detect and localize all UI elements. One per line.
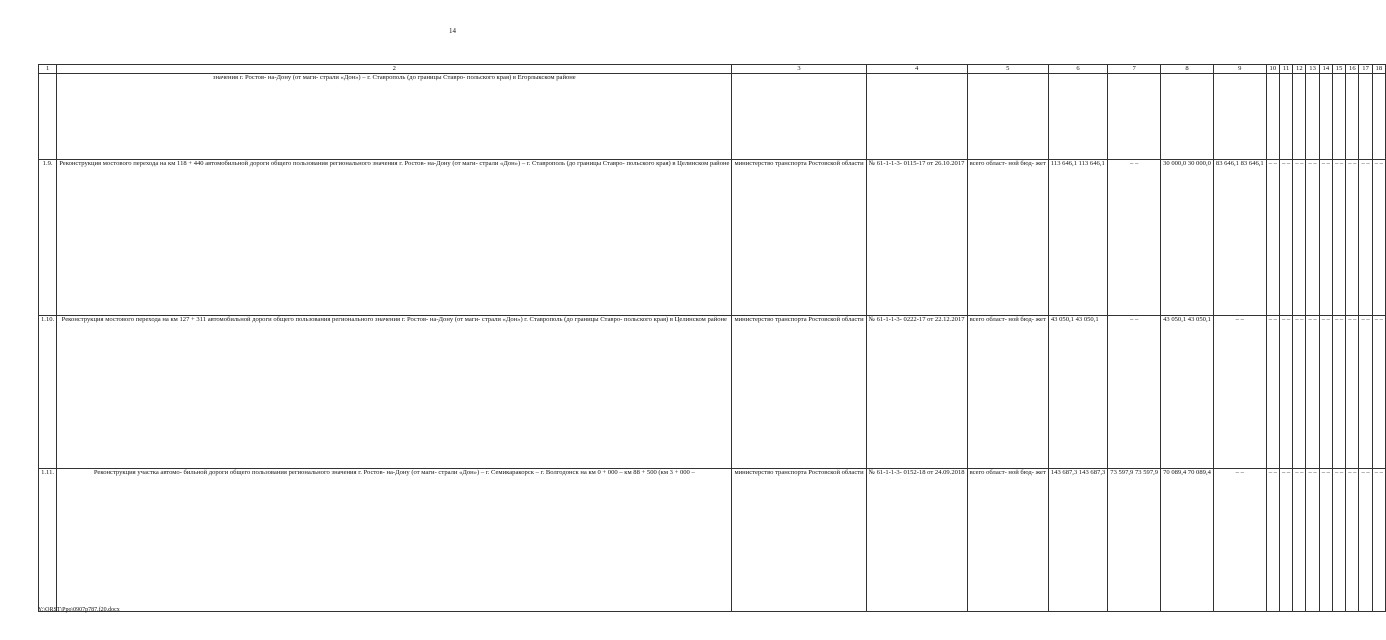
amount-col9-cell: – – — [1213, 469, 1266, 612]
funding-source-cell: всего област- ной бюд- жет — [967, 316, 1048, 469]
column-header: 3 — [732, 65, 866, 74]
amount-col13-cell: – – — [1306, 160, 1319, 316]
amount-col10-cell: – – — [1266, 160, 1279, 316]
amount-col16-cell: – – — [1346, 316, 1359, 469]
column-header: 2 — [57, 65, 732, 74]
column-header: 8 — [1161, 65, 1214, 74]
amount-col17-cell: – – — [1359, 469, 1372, 612]
amount-col18-cell: – – — [1372, 469, 1385, 612]
amount-col11-cell: – – — [1279, 316, 1292, 469]
row-number-cell: 1.11. — [39, 469, 57, 612]
amount-col6-cell: 43 050,1 43 050,1 — [1048, 316, 1107, 469]
amount-col14-cell: – – — [1319, 316, 1332, 469]
column-header: 15 — [1332, 65, 1345, 74]
funding-source-cell: всего област- ной бюд- жет — [967, 469, 1048, 612]
column-header: 18 — [1372, 65, 1385, 74]
project-name-cell: Реконструкция участка автомо- бильной дороги общего пользования регионального значения г. Ростов- на-Дону (от маги- страли «Дон») – г. Семикаракорск – г. Волгодонск на км 0 + 000 – км 88 + 500 (км 3 + 000 – — [57, 469, 732, 612]
amount-col9-cell: – – — [1213, 316, 1266, 469]
document-cell: № 61-1-1-3- 0115-17 от 26.10.2017 — [866, 160, 967, 316]
project-name-cell: значения г. Ростов- на-Дону (от маги- страли «Дон») – г. Ставрополь (до границы Ставро- польского края) в Егорлыкском районе — [57, 74, 732, 160]
amount-col14-cell: – – — [1319, 160, 1332, 316]
amount-col7-cell: 73 597,9 73 597,9 — [1108, 469, 1161, 612]
amount-col18-cell: – – — [1372, 316, 1385, 469]
amount-col10-cell: – – — [1266, 316, 1279, 469]
amount-col8-cell: 70 089,4 70 089,4 — [1161, 469, 1214, 612]
column-header: 11 — [1279, 65, 1292, 74]
amount-col17-cell: – – — [1359, 316, 1372, 469]
amount-col15-cell: – – — [1332, 469, 1345, 612]
table-row — [39, 316, 1386, 469]
table-row — [39, 469, 1386, 612]
column-header: 13 — [1306, 65, 1319, 74]
amount-col7-cell: – – — [1108, 160, 1161, 316]
amount-col6-cell: 143 687,3 143 687,3 — [1048, 469, 1107, 612]
column-header: 1 — [39, 65, 57, 74]
project-name-cell: Реконструкция мостового перехода на км 127 + 311 автомобильной дороги общего пользования регионального значения г. Ростов- на-Дону (от маги- страли «Дон») г. Ставрополь (до границы Ставро- польского края) в Целинском районе — [57, 316, 732, 469]
amount-col15-cell: – – — [1332, 316, 1345, 469]
amount-col11-cell: – – — [1279, 469, 1292, 612]
amount-col8-cell: 43 050,1 43 050,1 — [1161, 316, 1214, 469]
column-header: 7 — [1108, 65, 1161, 74]
column-header: 9 — [1213, 65, 1266, 74]
amount-col10-cell: – – — [1266, 469, 1279, 612]
amount-col9-cell: 83 646,1 83 646,1 — [1213, 160, 1266, 316]
column-header: 17 — [1359, 65, 1372, 74]
executor-cell: министерство транспорта Ростовской области — [732, 469, 866, 612]
amount-col17-cell: – – — [1359, 160, 1372, 316]
amount-col13-cell: – – — [1306, 469, 1319, 612]
funding-source-cell: всего област- ной бюд- жет — [967, 160, 1048, 316]
amount-col14-cell: – – — [1319, 469, 1332, 612]
amount-col12-cell: – – — [1293, 160, 1306, 316]
amount-col8-cell: 30 000,0 30 000,0 — [1161, 160, 1214, 316]
table-row — [39, 160, 1386, 316]
row-number-cell: 1.9. — [39, 160, 57, 316]
column-numbers-row — [39, 65, 1386, 74]
amount-col16-cell: – – — [1346, 469, 1359, 612]
executor-cell: министерство транспорта Ростовской области — [732, 316, 866, 469]
amount-col16-cell: – – — [1346, 160, 1359, 316]
column-header: 10 — [1266, 65, 1279, 74]
amount-col12-cell: – – — [1293, 469, 1306, 612]
amount-col12-cell: – – — [1293, 316, 1306, 469]
executor-cell: министерство транспорта Ростовской области — [732, 160, 866, 316]
amount-col18-cell: – – — [1372, 160, 1385, 316]
column-header: 16 — [1346, 65, 1359, 74]
column-header: 5 — [967, 65, 1048, 74]
page-number: 14 — [449, 27, 456, 35]
column-header: 12 — [1293, 65, 1306, 74]
amount-col15-cell: – – — [1332, 160, 1345, 316]
file-path-footer: Y:\ORST\Ppo\0907p787.f20.docx — [38, 607, 120, 613]
amount-col7-cell: – – — [1108, 316, 1161, 469]
budget-table — [38, 64, 1386, 612]
amount-col13-cell: – – — [1306, 316, 1319, 469]
project-name-cell: Реконструкция мостового перехода на км 118 + 440 автомобильной дороги общего пользования регионального значения г. Ростов- на-Дону (от маги- страли «Дон») – г. Ставрополь (до границы Ставро- польского края) в Целинском районе — [57, 160, 732, 316]
amount-col6-cell: 113 646,1 113 646,1 — [1048, 160, 1107, 316]
amount-col11-cell: – – — [1279, 160, 1292, 316]
column-header: 4 — [866, 65, 967, 74]
column-header: 6 — [1048, 65, 1107, 74]
document-cell: № 61-1-1-3- 0222-17 от 22.12.2017 — [866, 316, 967, 469]
document-cell: № 61-1-1-3- 0152-18 от 24.09.2018 — [866, 469, 967, 612]
column-header: 14 — [1319, 65, 1332, 74]
row-number-cell: 1.10. — [39, 316, 57, 469]
table-row-continuation — [39, 74, 1386, 160]
